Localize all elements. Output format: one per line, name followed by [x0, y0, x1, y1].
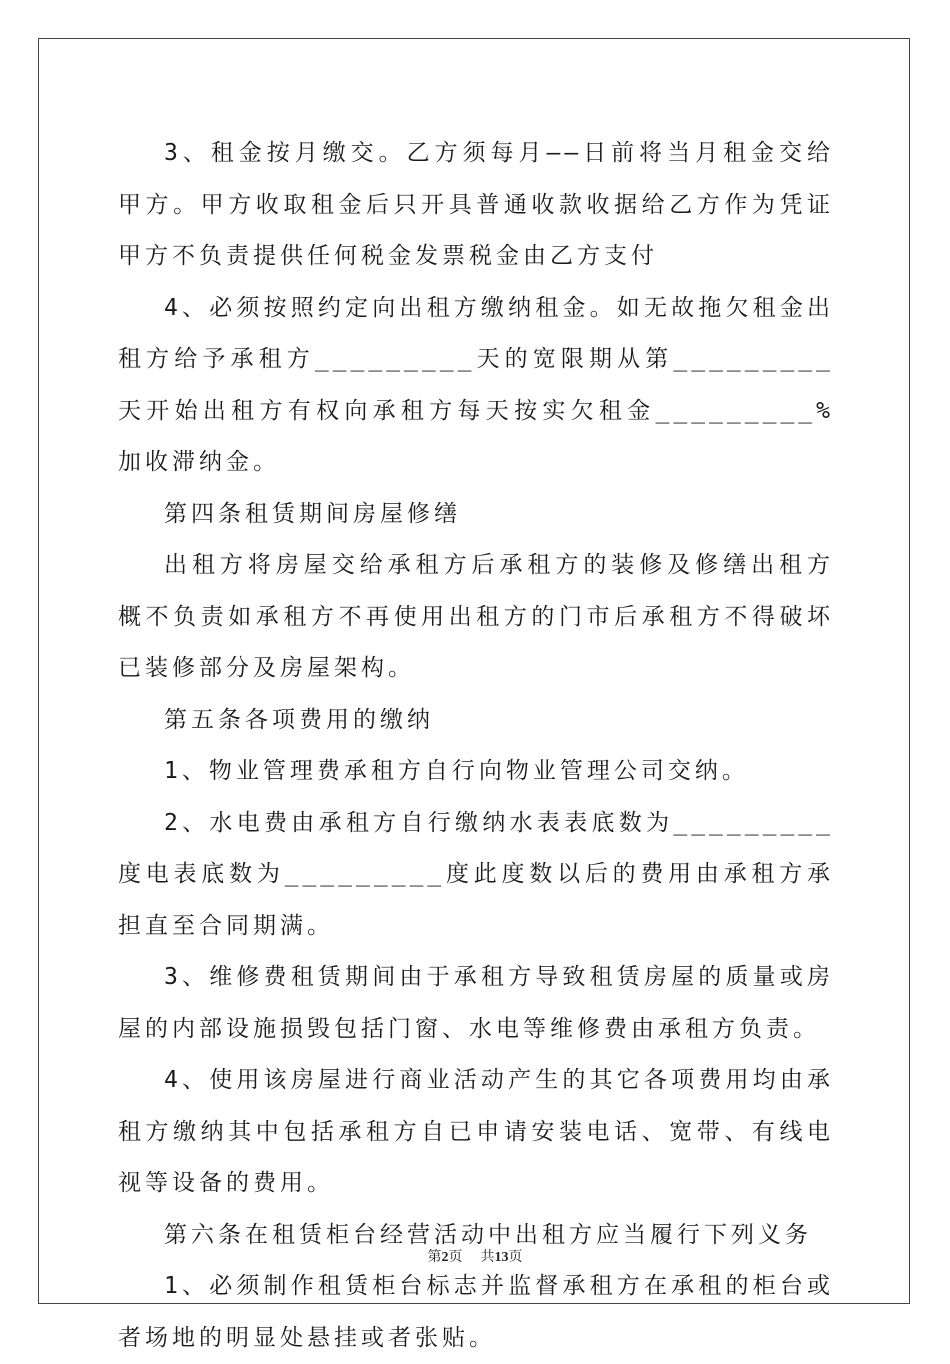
paragraph-rent-monthly: 3、租金按月缴交。乙方须每月——日前将当月租金交给甲方。甲方收取租金后只开具普通收款收据给乙方作为凭证甲方不负责提供任何税金发票税金由乙方支付: [118, 140, 834, 269]
paragraph-repairs: 出租方将房屋交给承租方后承租方的装修及修缮出租方概不负责如承租方不再使用出租方的门市后承租方不得破坏已装修部分及房屋架构。: [118, 552, 834, 681]
footer-page-current: 2: [441, 1250, 449, 1265]
footer-page-suffix: 页: [448, 1250, 463, 1265]
heading-article-5: 第五条各项费用的缴纳: [164, 706, 434, 733]
page-footer: [0, 1246, 950, 1266]
footer-total-prefix: 共: [480, 1250, 495, 1265]
paragraph-other-fees: 4、使用该房屋进行商业活动产生的其它各项费用均由承租方缴纳其中包括承租方自已申请安装电话、宽带、有线电视等设备的费用。: [118, 1067, 834, 1196]
heading-article-4: 第四条租赁期间房屋修缮: [164, 500, 461, 527]
paragraph-late-fee: 4、必须按照约定向出租方缴纳租金。如无故拖欠租金出租方给予承租方_________天的宽限期从第_________天开始出租方有权向承租方每天按实欠租金_________%加收滞纳金。: [118, 294, 834, 475]
footer-page-total: 13: [494, 1250, 509, 1265]
document-body: [118, 128, 834, 1364]
footer-page-prefix: 第: [427, 1250, 442, 1265]
paragraph-property-fee: 1、物业管理费承租方自行向物业管理公司交纳。: [164, 758, 749, 784]
footer-total-suffix: 页: [508, 1250, 523, 1265]
paragraph-maintenance: 3、维修费租赁期间由于承租方导致租赁房屋的质量或房屋的内部设施损毁包括门窗、水电等维修费由承租方负责。: [118, 964, 834, 1042]
heading-article-6: 第六条在租赁柜台经营活动中出租方应当履行下列义务: [164, 1221, 812, 1248]
paragraph-counter-sign: 1、必须制作租赁柜台标志并监督承租方在承租的柜台或者场地的明显处悬挂或者张贴。: [118, 1273, 834, 1351]
paragraph-utilities: 2、水电费由承租方自行缴纳水表表底数为_________度电表底数为_________度此度数以后的费用由承租方承担直至合同期满。: [118, 809, 834, 939]
